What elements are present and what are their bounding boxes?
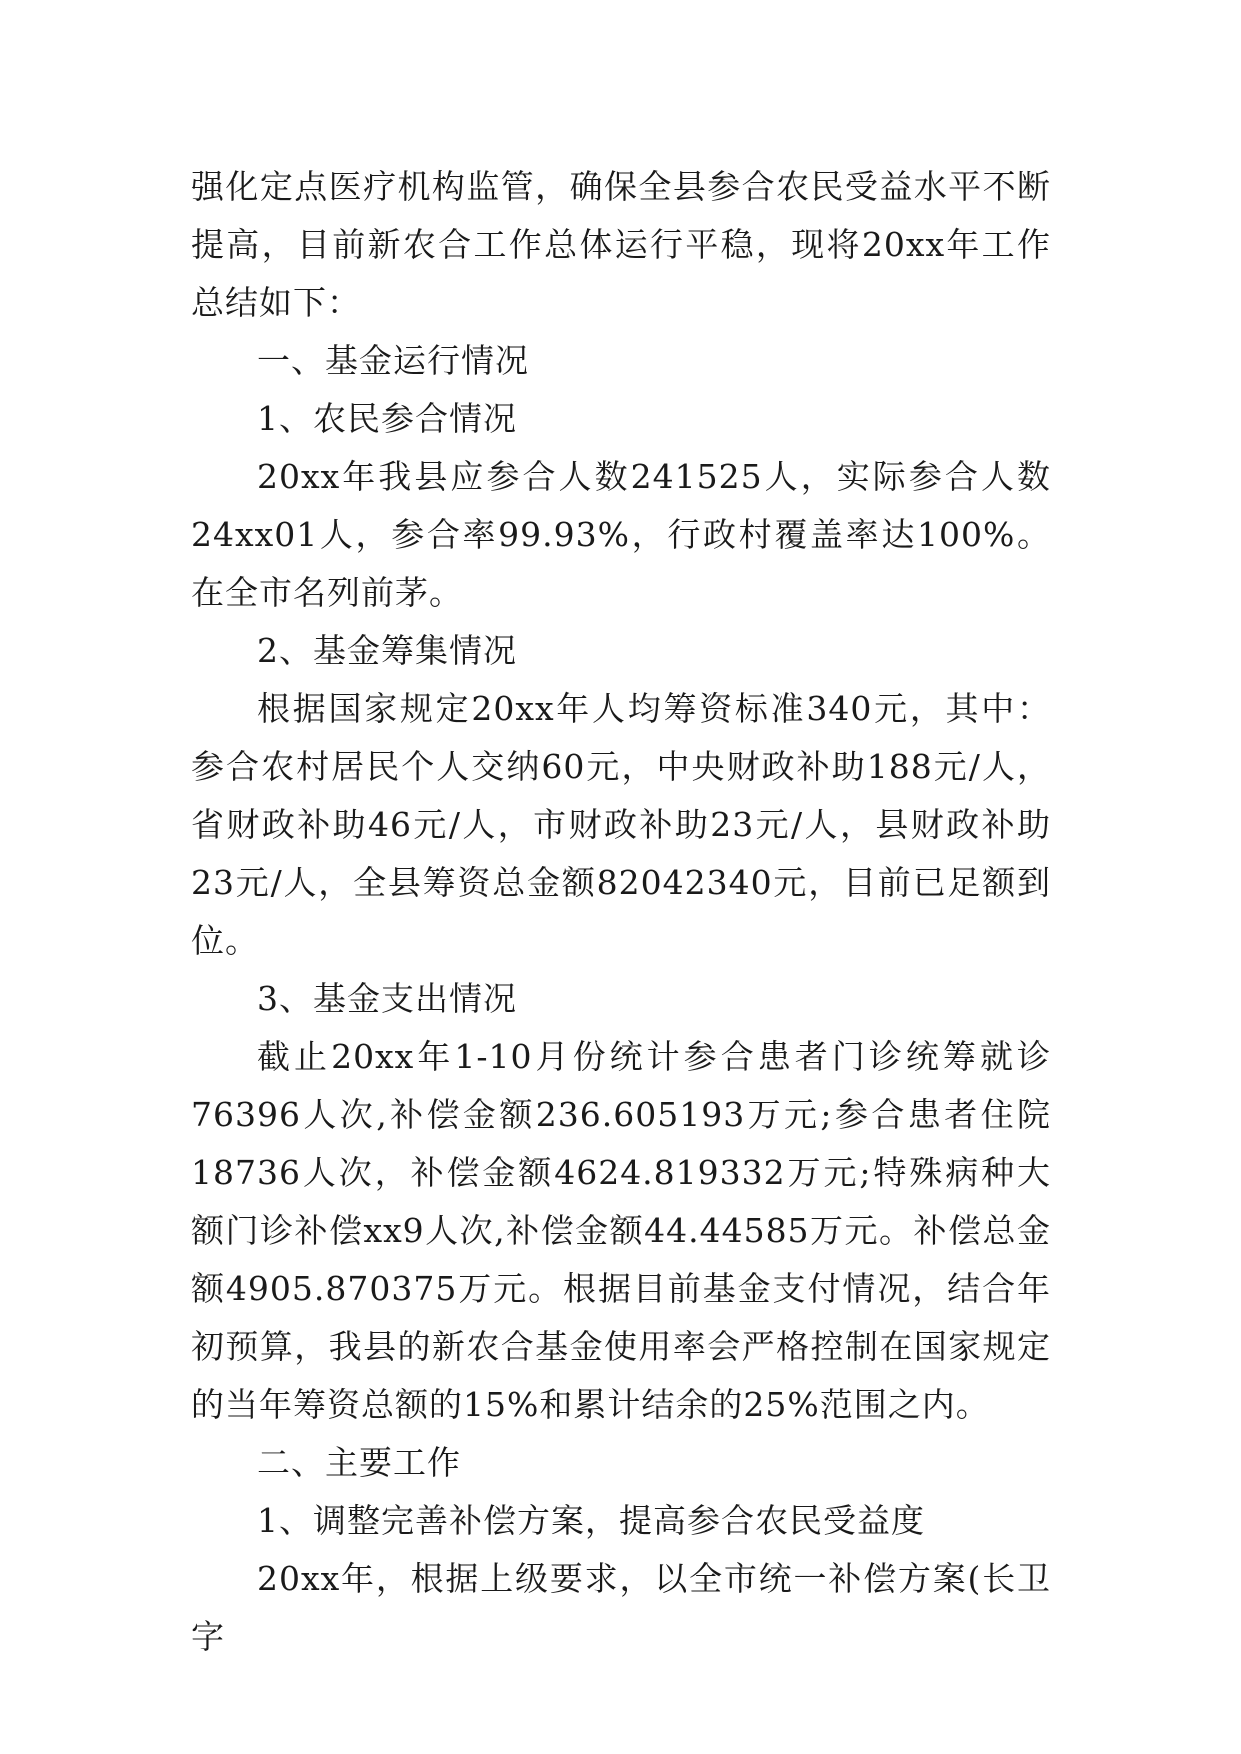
subheading-compensation-plan: 1、调整完善补偿方案，提高参合农民受益度	[257, 1501, 925, 1540]
paragraph-compensation-plan: 20xx年，根据上级要求，以全市统一补偿方案(长卫字	[191, 1559, 1051, 1656]
document-body	[191, 158, 1051, 1666]
subheading-farmer-participation: 1、农民参合情况	[257, 399, 517, 438]
paragraph-fund-expenditure: 截止20xx年1-10月份统计参合患者门诊统筹就诊76396人次,补偿金额236.605193万元;参合患者住院18736人次，补偿金额4624.819332万元;特殊病种大额门诊补偿xx9人次,补偿金额44.44585万元。补偿总金额4905.870375万元。根据目前基金支付情况，结合年初预算，我县的新农合基金使用率会严格控制在国家规定的当年筹资总额的15%和累计结余的25%范围之内。	[191, 1037, 1051, 1424]
section-heading-fund-operation: 一、基金运行情况	[257, 341, 529, 380]
paragraph-fund-raising: 根据国家规定20xx年人均筹资标准340元，其中：参合农村居民个人交纳60元，中央财政补助188元/人，省财政补助46元/人，市财政补助23元/人，县财政补助23元/人，全县筹资总金额82042340元，目前已足额到位。	[191, 689, 1052, 960]
subheading-fund-raising: 2、基金筹集情况	[257, 631, 517, 670]
paragraph-intro: 强化定点医疗机构监管，确保全县参合农民受益水平不断提高，目前新农合工作总体运行平稳，现将20xx年工作总结如下：	[191, 167, 1051, 322]
subheading-fund-expenditure: 3、基金支出情况	[257, 979, 517, 1018]
section-heading-main-work: 二、主要工作	[257, 1443, 461, 1482]
paragraph-participation: 20xx年我县应参合人数241525人，实际参合人数24xx01人，参合率99.93%，行政村覆盖率达100%。在全市名列前茅。	[191, 457, 1051, 612]
